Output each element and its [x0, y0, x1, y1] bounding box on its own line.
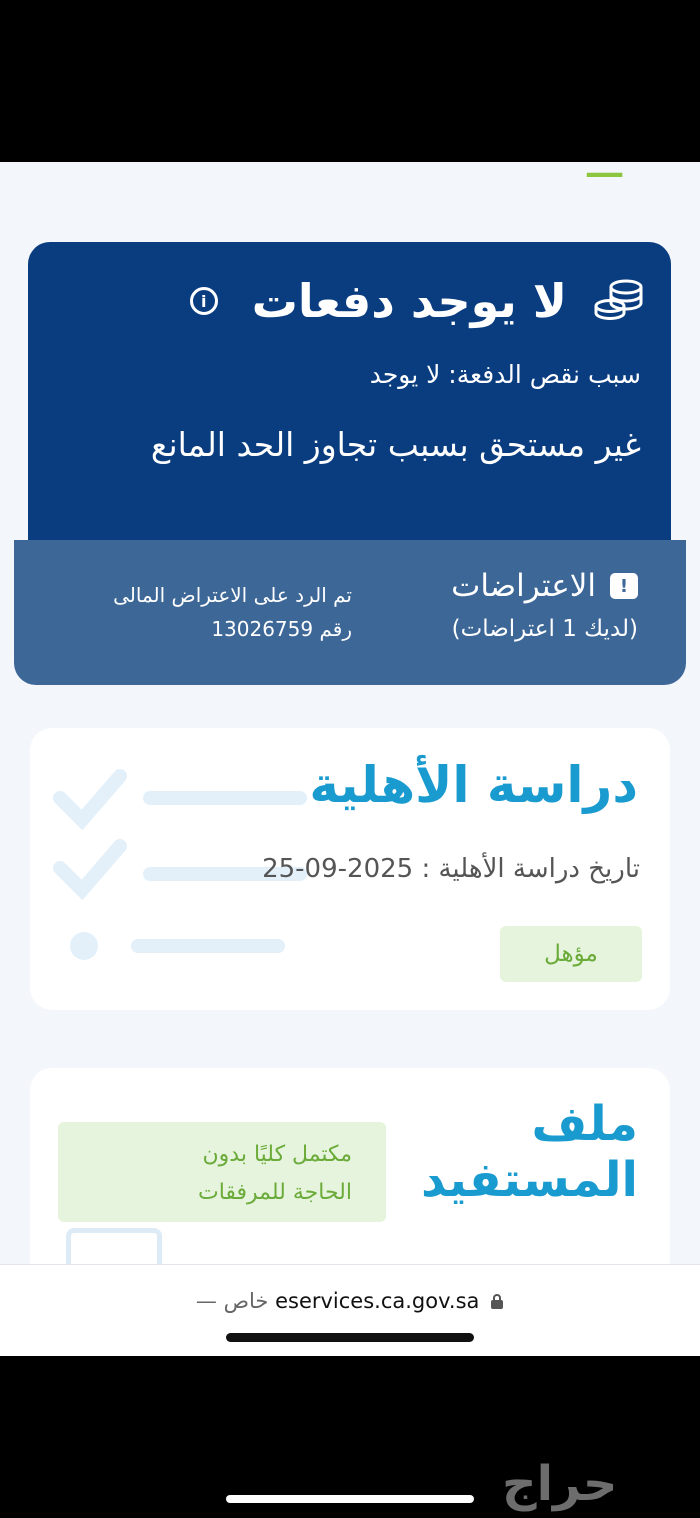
- eligibility-status-badge: مؤهل: [500, 926, 642, 982]
- app-screen: [0, 162, 700, 1356]
- objections-count: (لديك 1 اعتراضات): [451, 616, 638, 642]
- browser-address-bar[interactable]: [0, 1264, 700, 1356]
- payment-title: لا يوجد دفعات: [251, 274, 567, 328]
- private-label: — خاص: [195, 1289, 269, 1313]
- objection-reply-line2: رقم 13026759: [211, 617, 352, 641]
- payment-title-row: [190, 274, 645, 328]
- objections-panel[interactable]: [14, 540, 686, 685]
- previous-section-heading-fragment: ـــ: [587, 162, 622, 186]
- payment-status: غير مستحق بسبب تجاوز الحد المانع: [150, 425, 641, 464]
- outer-home-indicator: [226, 1495, 474, 1503]
- info-icon[interactable]: i: [190, 287, 218, 315]
- objections-title: الاعتراضات: [451, 568, 596, 604]
- beneficiary-title: ملف المستفيد: [421, 1096, 638, 1208]
- eligibility-date: تاريخ دراسة الأهلية : 2025-09-25: [262, 854, 640, 884]
- watermark-logo: حراج: [502, 1456, 618, 1512]
- objections-summary: [451, 568, 638, 642]
- lock-icon: [490, 1293, 504, 1309]
- eligibility-card[interactable]: [30, 728, 670, 1010]
- home-indicator[interactable]: [226, 1333, 474, 1342]
- beneficiary-status-badge: [58, 1122, 386, 1222]
- eligibility-title: دراسة الأهلية: [309, 756, 638, 814]
- beneficiary-badge-line2: الحاجة للمرفقات: [197, 1180, 352, 1205]
- payment-card[interactable]: [28, 242, 671, 572]
- url-text: eservices.ca.gov.sa: [275, 1289, 480, 1313]
- speech-bubble-alert-icon: !: [610, 573, 638, 599]
- payment-reason: سبب نقص الدفعة: لا يوجد: [369, 360, 641, 389]
- beneficiary-badge-line1: مكتمل كليًا بدون: [202, 1142, 352, 1167]
- objection-reply-line1: تم الرد على الاعتراض المالى: [113, 583, 352, 607]
- coins-stack-icon: [593, 278, 645, 324]
- objection-reply-text: [62, 578, 352, 646]
